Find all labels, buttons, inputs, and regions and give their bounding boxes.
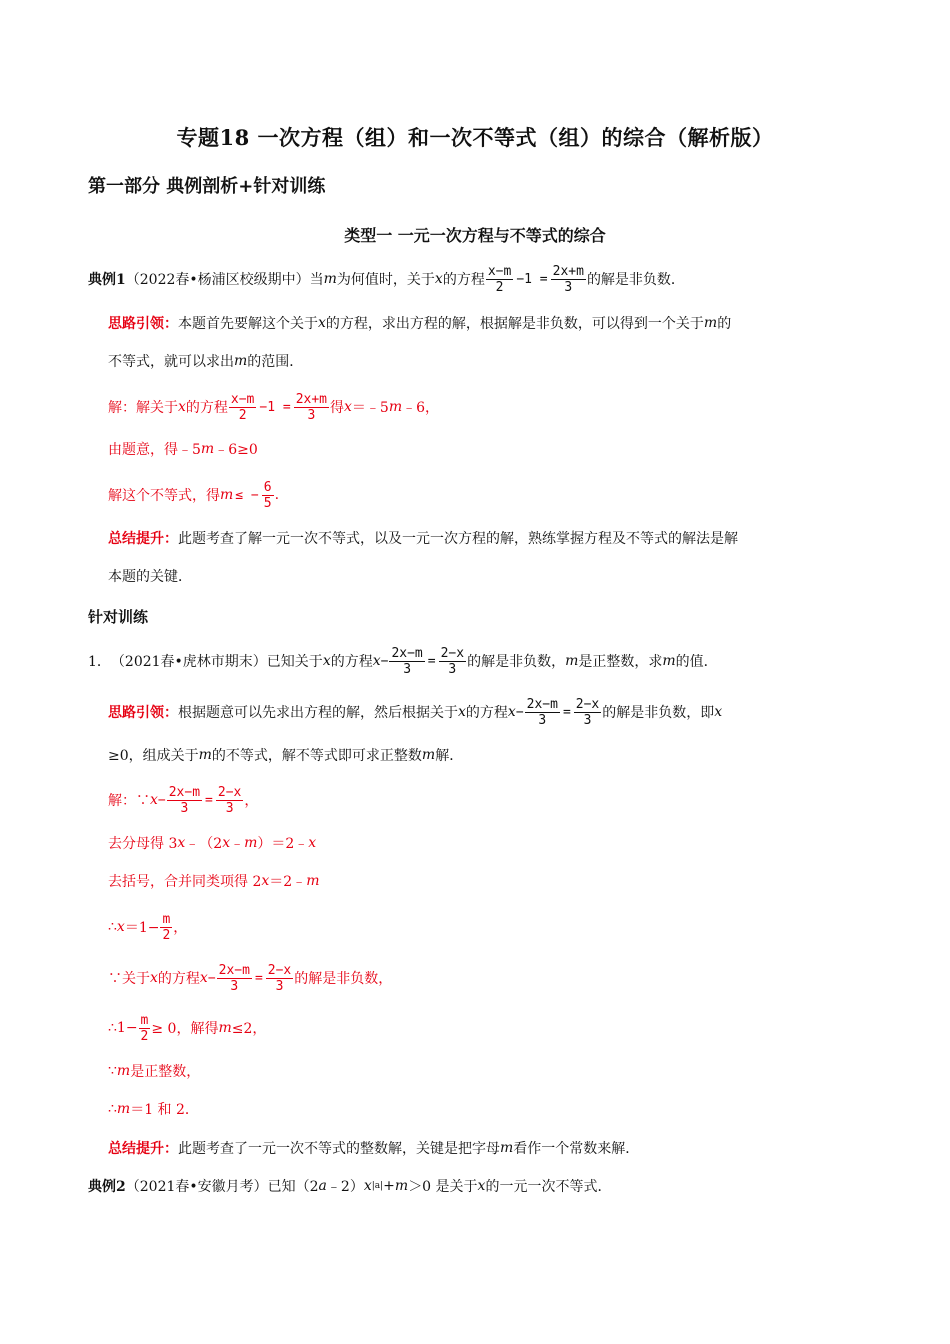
summary-label: 总结提升： — [108, 1141, 178, 1157]
numerator: m — [140, 1012, 149, 1028]
hint-label: 思路引领： — [108, 316, 178, 332]
text: ∵ — [108, 1063, 117, 1079]
text: 解这个不等式，得 — [108, 488, 220, 504]
text: 的一元一次不等式． — [485, 1179, 612, 1195]
inequality: ≤ − — [235, 487, 259, 503]
fraction — [167, 785, 202, 816]
var-x: x — [458, 704, 466, 720]
text: （2021春•虎林市期末）已知关于 — [110, 654, 323, 670]
text: 的值． — [675, 654, 718, 670]
example-2-line — [88, 1171, 611, 1201]
var-x: x — [344, 399, 352, 415]
type-heading: 类型一 一元一次方程与不等式的综合 — [344, 226, 606, 245]
text: ∴ — [108, 1101, 117, 1117]
text: 解． — [435, 748, 464, 764]
hint-label: 思路引领： — [108, 705, 178, 721]
equals-sign: = — [427, 653, 436, 669]
text: 此题考查了一元一次不等式的整数解，关键是把字母 — [178, 1141, 500, 1157]
text: ， — [244, 793, 259, 809]
text: 的方程 — [185, 400, 228, 416]
exponent: |a| — [371, 1181, 384, 1191]
numerator: 2x+m — [552, 263, 584, 279]
var-m: m — [116, 1101, 131, 1117]
var-m: m — [306, 873, 320, 889]
var-x: x — [322, 653, 331, 669]
text: ∴ — [108, 919, 117, 935]
example-1-line — [88, 264, 685, 294]
solution-2-line-7 — [108, 1056, 200, 1086]
numerator: 2−x — [575, 696, 600, 712]
var-m: m — [323, 271, 337, 287]
hint-1-line-2 — [108, 346, 303, 376]
text: 是正整数， — [130, 1064, 201, 1080]
text: 由题意，得﹣5 — [108, 442, 201, 458]
example-label: 典例1 — [88, 272, 126, 288]
text: 是正整数，求 — [578, 654, 663, 670]
text: 根据题意可以先求出方程的解，然后根据关于 — [178, 705, 458, 721]
var-x: x — [222, 835, 231, 851]
summary-1-line-1 — [108, 523, 738, 553]
text: 的范围． — [247, 354, 304, 370]
question-1-line: 1． （2021春•虎林市期末）已知关于 x 的方程 x − $\frac{2x-m}{3}$ = $\frac{2-x}{3}$ 的解是非负数， m 是正整数，求 m 的值． — [88, 645, 718, 677]
text: 的 — [717, 316, 732, 332]
var-m: m — [662, 653, 676, 669]
solution-1-line-1 — [108, 392, 439, 422]
fraction — [139, 1013, 151, 1044]
denominator: 3 — [564, 279, 573, 295]
denominator: 3 — [448, 661, 457, 677]
numerator: x−m — [230, 391, 255, 407]
solution-2-line-1: 解：∵ x − $\frac{2x-m}{3}$ = $\frac{2-x}{3}$ ， — [108, 784, 259, 816]
solution-1-line-2 — [108, 434, 258, 464]
fraction — [574, 697, 601, 728]
var-m: m — [421, 747, 436, 763]
denominator: 3 — [403, 661, 412, 677]
var-m: m — [500, 1140, 514, 1156]
fraction — [217, 963, 252, 994]
var-m: m — [116, 1063, 131, 1079]
denominator: 2 — [238, 407, 247, 423]
numerator: m — [162, 911, 171, 927]
var-x: x — [261, 873, 270, 889]
numerator: 2x−m — [526, 696, 558, 712]
var-x: x — [308, 835, 317, 851]
var-x: x — [477, 1178, 486, 1194]
text: ≥0，组成关于 — [108, 748, 199, 764]
var-x: x — [177, 835, 186, 851]
numerator: 2−x — [267, 962, 292, 978]
var-m: m — [244, 835, 258, 851]
text: 看作一个常数来解． — [513, 1141, 640, 1157]
fraction — [551, 264, 586, 295]
text: ， — [173, 920, 188, 936]
text: 的方程 — [442, 272, 485, 288]
text: ＞0 是关于 — [408, 1179, 478, 1195]
denominator: 2 — [495, 279, 504, 295]
summary-label: 总结提升： — [108, 531, 178, 547]
text: + — [383, 1178, 395, 1194]
equals-sign: = — [562, 704, 571, 720]
solution-2-line-5: ∵关于 x 的方程 x − $\frac{2x-m}{3}$ = $\frac{2-x}{3}$ 的解是非负数， — [108, 962, 393, 994]
text: ）＝2﹣ — [257, 836, 309, 852]
example-label: 典例2 — [88, 1179, 126, 1195]
var-a: a — [318, 1178, 327, 1194]
text: 此题考查了解一元一次不等式，以及一元一次方程的解，熟练掌握方程及不等式的解法是解 — [178, 531, 738, 547]
hint-2-line-1: 思路引领： 根据题意可以先求出方程的解，然后根据关于 x 的方程 x − $\frac{2x-m}{3}$ = $\frac{2-x}{3}$ 的解是非负数，即 x — [108, 696, 723, 728]
text: 解：解关于 — [108, 400, 178, 416]
text: ∴1− — [108, 1020, 138, 1036]
text: 去分母得 3 — [108, 836, 178, 852]
numerator: 6 — [263, 479, 272, 495]
fraction — [389, 646, 424, 677]
numerator: 2x+m — [295, 391, 328, 407]
text: 的解是非负数， — [467, 654, 566, 670]
text: . — [274, 487, 280, 503]
numerator: 2−x — [217, 784, 242, 800]
equals-sign: = — [254, 970, 263, 986]
denominator: 3 — [225, 800, 234, 816]
text: 的方程 — [157, 971, 200, 987]
equals-part: −1 = — [259, 399, 291, 415]
denominator: 3 — [538, 712, 547, 728]
var-m: m — [234, 353, 248, 369]
text: ≤2， — [231, 1021, 267, 1037]
text: 本题的关键． — [108, 569, 192, 585]
fraction — [216, 785, 243, 816]
text: 的解是非负数，即 — [602, 705, 715, 721]
denominator: 3 — [230, 978, 239, 994]
fraction — [262, 480, 274, 511]
var-x: x — [318, 315, 326, 331]
text: ﹣ — [230, 836, 245, 852]
var-m: m — [394, 1178, 409, 1194]
text: ﹣6≥0 — [214, 442, 258, 458]
fraction — [294, 392, 329, 423]
text: ∵关于 — [108, 971, 150, 987]
var-m: m — [388, 399, 403, 415]
var-x: x — [434, 271, 443, 287]
text: 的不等式，解不等式即可求正整数 — [211, 748, 422, 764]
numerator: x−m — [487, 263, 512, 279]
var-x: x — [150, 792, 158, 808]
fraction — [525, 697, 560, 728]
var-m: m — [703, 315, 718, 331]
numerator: 2x−m — [218, 962, 250, 978]
var-x: x — [714, 704, 723, 720]
solution-2-line-3 — [108, 866, 319, 896]
text: 本题首先要解这个关于 — [178, 316, 318, 332]
text: 的方程 — [465, 705, 508, 721]
text: 解：∵ — [108, 793, 150, 809]
var-x: x — [507, 704, 516, 720]
text: 的方程，求出方程的解，根据解是非负数，可以得到一个关于 — [325, 316, 704, 332]
equals-part: −1 = — [516, 271, 548, 287]
summary-2-line — [108, 1133, 639, 1163]
equals-sign: = — [205, 792, 213, 808]
hint-1-line-1 — [108, 308, 731, 338]
text: ＝1− — [124, 920, 160, 936]
denominator: 5 — [263, 495, 272, 511]
example-source: （2022春•杨浦区校级期中）当 — [125, 272, 324, 288]
solution-1-line-3 — [108, 480, 279, 510]
var-x: x — [116, 919, 125, 935]
var-m: m — [565, 653, 579, 669]
denominator: 2 — [140, 1028, 149, 1044]
denominator: 3 — [180, 800, 189, 816]
fraction — [439, 646, 466, 677]
denominator: 2 — [162, 927, 171, 943]
text: 的解是非负数． — [586, 272, 685, 288]
denominator: 3 — [275, 978, 284, 994]
text: 不等式，就可以求出 — [108, 354, 234, 370]
text: 的方程 — [330, 654, 373, 670]
text: ＝﹣5 — [351, 400, 389, 416]
training-heading: 针对训练 — [88, 608, 149, 626]
fraction — [486, 264, 513, 295]
denominator: 3 — [583, 712, 592, 728]
fraction — [266, 963, 293, 994]
var-x: x — [199, 970, 208, 986]
text: ＝2﹣ — [269, 874, 307, 890]
text: 为何值时，关于 — [336, 272, 435, 288]
solution-2-line-6 — [108, 1013, 266, 1043]
var-m: m — [198, 747, 212, 763]
page-title: 专题18 一次方程（组）和一次不等式（组）的综合（解析版） — [176, 125, 774, 150]
numerator: 2x−m — [168, 784, 201, 800]
text: ﹣6， — [402, 400, 440, 416]
denominator: 3 — [307, 407, 316, 423]
solution-2-line-2 — [108, 828, 316, 858]
solution-2-line-8 — [108, 1094, 199, 1124]
numerator: 2−x — [440, 645, 465, 661]
fraction — [160, 912, 172, 943]
fraction — [229, 392, 256, 423]
question-number: 1． — [88, 654, 111, 670]
text: ≥ 0，解得 — [151, 1021, 219, 1037]
part-heading: 第一部分 典例剖析+针对训练 — [88, 176, 326, 197]
var-x: x — [150, 970, 158, 986]
text: 得 — [330, 400, 345, 416]
solution-2-line-4 — [108, 912, 187, 942]
text: 去括号，合并同类项得 2 — [108, 874, 262, 890]
var-x: x — [372, 653, 381, 669]
var-x: x — [178, 399, 186, 415]
var-m: m — [220, 487, 234, 503]
text: （2021春•安徽月考）已知（2 — [125, 1179, 319, 1195]
text: ＝1 和 2． — [130, 1102, 199, 1118]
hint-2-line-2 — [108, 740, 463, 770]
var-m: m — [200, 441, 215, 457]
text: ﹣（2 — [185, 836, 223, 852]
text: ﹣2） — [326, 1179, 364, 1195]
numerator: 2x−m — [391, 645, 423, 661]
var-x: x — [363, 1178, 372, 1194]
text: 的解是非负数， — [294, 971, 393, 987]
var-m: m — [218, 1020, 232, 1036]
summary-1-line-2 — [108, 561, 192, 591]
